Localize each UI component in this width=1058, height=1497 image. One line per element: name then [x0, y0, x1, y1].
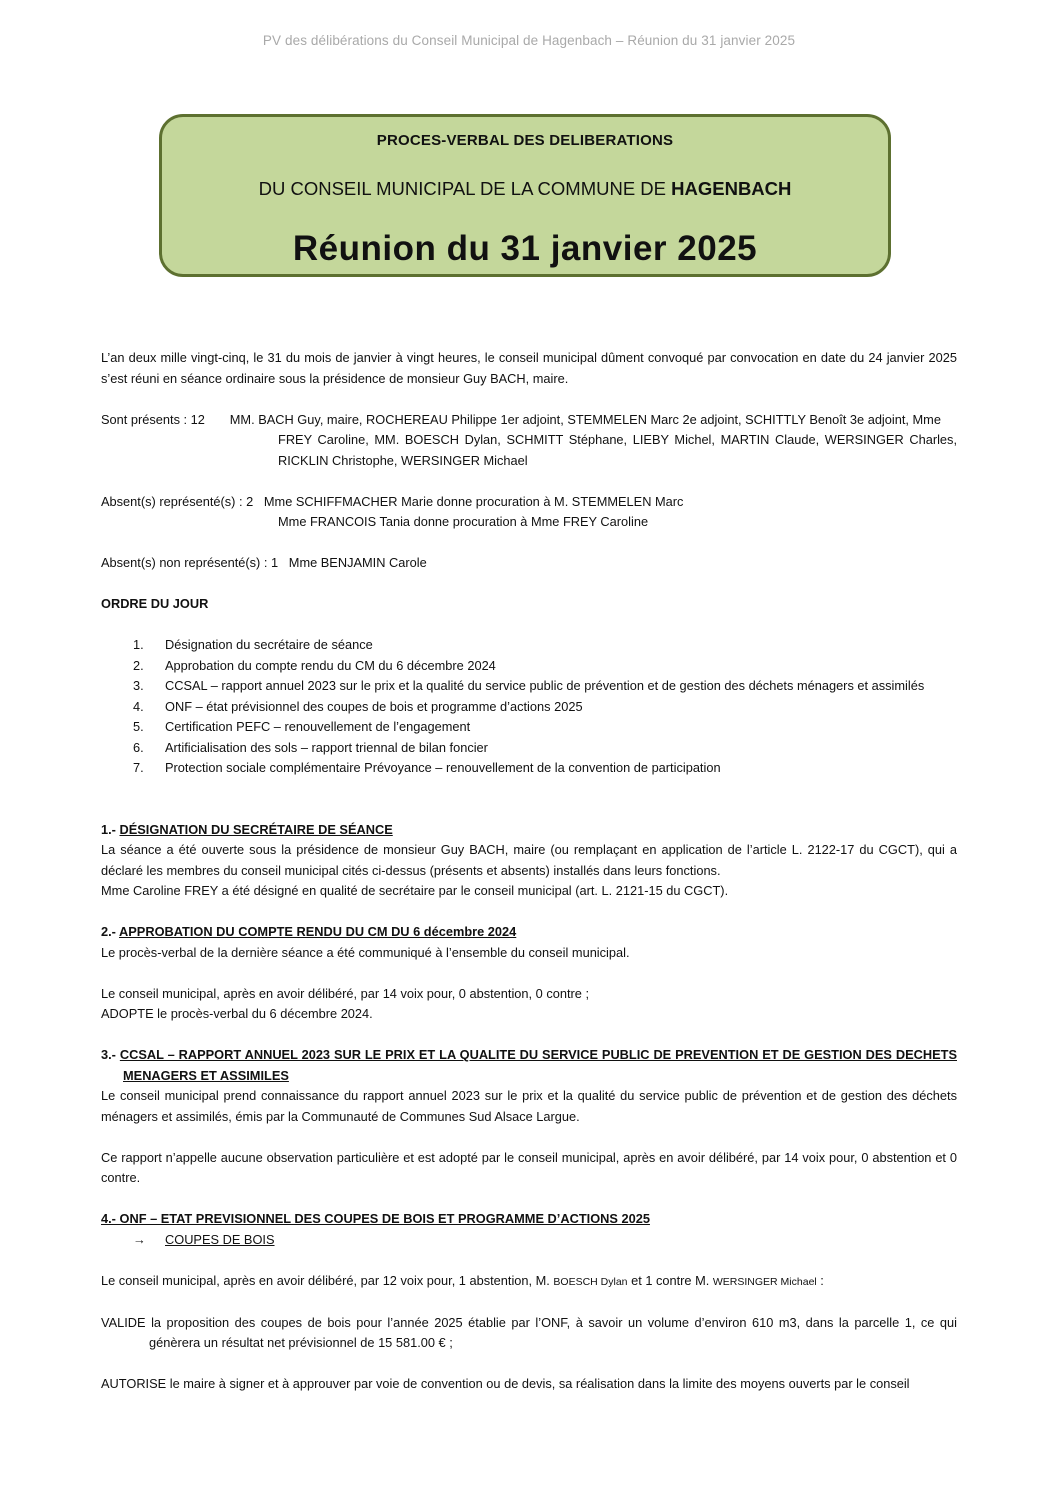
title-line-2-prefix: DU CONSEIL MUNICIPAL DE LA COMMUNE DE	[258, 178, 672, 199]
agenda-item	[101, 635, 957, 656]
running-header: PV des délibérations du Conseil Municipal de Hagenbach – Réunion du 31 janvier 2025	[262, 33, 796, 48]
agenda-item	[101, 656, 957, 677]
section-2-paragraph: Le procès-verbal de la dernière séance a été communiqué à l’ensemble du conseil municipal.	[101, 944, 630, 960]
agenda-item-text: Certification PEFC – renouvellement de l’engagement	[165, 719, 471, 734]
absent-not-represented	[101, 553, 957, 574]
section-3-paragraph: Le conseil municipal prend connaissance du rapport annuel 2023 sur le prix et la qualité du service public de prévention et de gestion des déchets ménagers et assimilés, émis par la Communauté de Communes Sud Alsace Largue.	[101, 1088, 957, 1124]
section-heading: CCSAL – RAPPORT ANNUEL 2023 SUR LE PRIX ET LA QUALITE DU SERVICE PUBLIC DE PREVENTION ET DE GESTION DES DECHETS MENAGERS ET ASSIMILES	[119, 1047, 957, 1083]
agenda-item-text: Artificialisation des sols – rapport triennal de bilan foncier	[165, 739, 488, 755]
represented-item: Mme SCHIFFMACHER Marie donne procuration à M. STEMMELEN Marc	[263, 493, 684, 509]
commune-name: HAGENBACH	[671, 178, 792, 199]
section-heading: APPROBATION DU COMPTE RENDU DU CM DU 6 décembre 2024	[119, 924, 517, 939]
section-number: 2.-	[101, 924, 120, 939]
title-line-1: PROCES-VERBAL DES DELIBERATIONS	[376, 132, 674, 149]
vote-text: :	[816, 1272, 824, 1288]
agenda-item-text: ONF – état prévisionnel des coupes de bois et programme d’actions 2025	[165, 698, 583, 714]
represented-label: Absent(s) représenté(s) : 2	[101, 493, 254, 509]
arrow-right-icon: →	[133, 1231, 146, 1247]
agenda-title: ORDRE DU JOUR	[101, 596, 209, 611]
absent-represented	[101, 492, 957, 533]
section-2-decision: ADOPTE le procès-verbal du 6 décembre 2024.	[101, 1006, 373, 1021]
document-body	[101, 348, 957, 1395]
agenda-item-number: 6.	[133, 739, 144, 755]
section-4-valide: VALIDE la proposition des coupes de bois pour l’année 2025 établie par l’ONF, à savoir un volume d’environ 610 m3, dans la parcelle 1, ce qui génèrera un résultat net prévisionnel de 15 581.00 € ;	[101, 1314, 957, 1350]
agenda-item	[101, 717, 957, 738]
present-rest: FREY Caroline, MM. BOESCH Dylan, SCHMITT Stéphane, LIEBY Michel, MARTIN Claude, WERSINGER Charles, RICKLIN Christophe, WERSINGER Michael	[278, 432, 957, 468]
section-3-title	[101, 1045, 957, 1086]
not-represented-name: Mme BENJAMIN Carole	[288, 555, 427, 570]
section-heading: ONF – ETAT PREVISIONNEL DES COUPES DE BOIS ET PROGRAMME D’ACTIONS 2025	[119, 1211, 650, 1226]
agenda-item-number: 2.	[133, 657, 144, 673]
section-number: 4.-	[101, 1211, 120, 1226]
section-number: 1.-	[101, 821, 120, 837]
abstention-name: BOESCH Dylan	[553, 1275, 628, 1288]
agenda-item-number: 4.	[133, 698, 144, 714]
present-label: Sont présents : 12	[101, 411, 205, 427]
agenda-item-text: CCSAL – rapport annuel 2023 sur le prix et la qualité du service public de prévention et de gestion des déchets ménagers et assimilés	[165, 678, 925, 693]
meeting-date-title: Réunion du 31 janvier 2025	[292, 229, 758, 268]
intro-paragraph: L’an deux mille vingt-cinq, le 31 du mois de janvier à vingt heures, le conseil municipal dûment convoqué par convocation en date du 24 janvier 2025 s’est réuni en séance ordinaire sous la présidence de monsieur Guy BACH, maire.	[101, 350, 957, 386]
agenda-item-text: Désignation du secrétaire de séance	[165, 637, 373, 652]
section-1-paragraph: Mme Caroline FREY a été désigné en qualité de secrétaire par le conseil municipal (art. L. 2121-15 du CGCT).	[101, 883, 729, 898]
agenda-item-number: 1.	[133, 637, 144, 652]
agenda-item-number: 5.	[133, 719, 144, 734]
title-box	[159, 114, 891, 277]
agenda-item	[101, 738, 957, 759]
vote-text: Le conseil municipal, après en avoir délibéré, par 12 voix pour, 1 abstention, M.	[101, 1272, 554, 1288]
section-number: 3.-	[101, 1047, 120, 1062]
agenda-item-text: Approbation du compte rendu du CM du 6 décembre 2024	[165, 657, 496, 673]
section-3-paragraph: Ce rapport n’appelle aucune observation particulière et est adopté par le conseil municipal, après en avoir délibéré, par 14 voix pour, 0 abstention et 0 contre.	[101, 1149, 957, 1185]
agenda-item-number: 7.	[133, 760, 144, 775]
agenda-list	[101, 635, 957, 779]
subsection-title: COUPES DE BOIS	[165, 1231, 275, 1247]
section-2-vote: Le conseil municipal, après en avoir délibéré, par 14 voix pour, 0 abstention, 0 contre ;	[101, 985, 589, 1001]
agenda-item-number: 3.	[133, 678, 144, 693]
represented-item: Mme FRANCOIS Tania donne procuration à Mme FREY Caroline	[278, 514, 649, 529]
section-2-title	[101, 922, 957, 943]
section-4-vote	[101, 1271, 957, 1293]
section-1-title	[101, 820, 957, 841]
section-4-title	[101, 1209, 957, 1230]
agenda-item	[101, 697, 957, 718]
not-represented-label: Absent(s) non représenté(s) : 1	[101, 555, 279, 570]
against-name: WERSINGER Michael	[712, 1275, 817, 1288]
title-line-2	[162, 178, 888, 200]
section-1-paragraph: La séance a été ouverte sous la présidence de monsieur Guy BACH, maire (ou remplaçant en application de l’article L. 2122-17 du CGCT), qui a déclaré les membres du conseil municipal cités ci-dessus (présents et absents) installés dans leurs fonctions.	[101, 842, 957, 878]
agenda-item	[101, 758, 957, 779]
present-line-1: MM. BACH Guy, maire, ROCHEREAU Philippe 1er adjoint, STEMMELEN Marc 2e adjoint, SCHITTLY Benoît 3e adjoint, Mme	[229, 411, 941, 427]
section-4-autorise: AUTORISE le maire à signer et à approuver par voie de convention ou de devis, sa réalisation dans la limite des moyens ouverts par le conseil	[101, 1376, 910, 1391]
agenda-item	[101, 676, 957, 697]
agenda-item-text: Protection sociale complémentaire Prévoyance – renouvellement de la convention de participation	[165, 760, 721, 775]
vote-text: et 1 contre M.	[627, 1272, 713, 1288]
section-heading: DÉSIGNATION DU SECRÉTAIRE DE SÉANCE	[119, 821, 393, 837]
subsection-coupes-de-bois	[101, 1230, 957, 1251]
present-members	[101, 410, 957, 472]
